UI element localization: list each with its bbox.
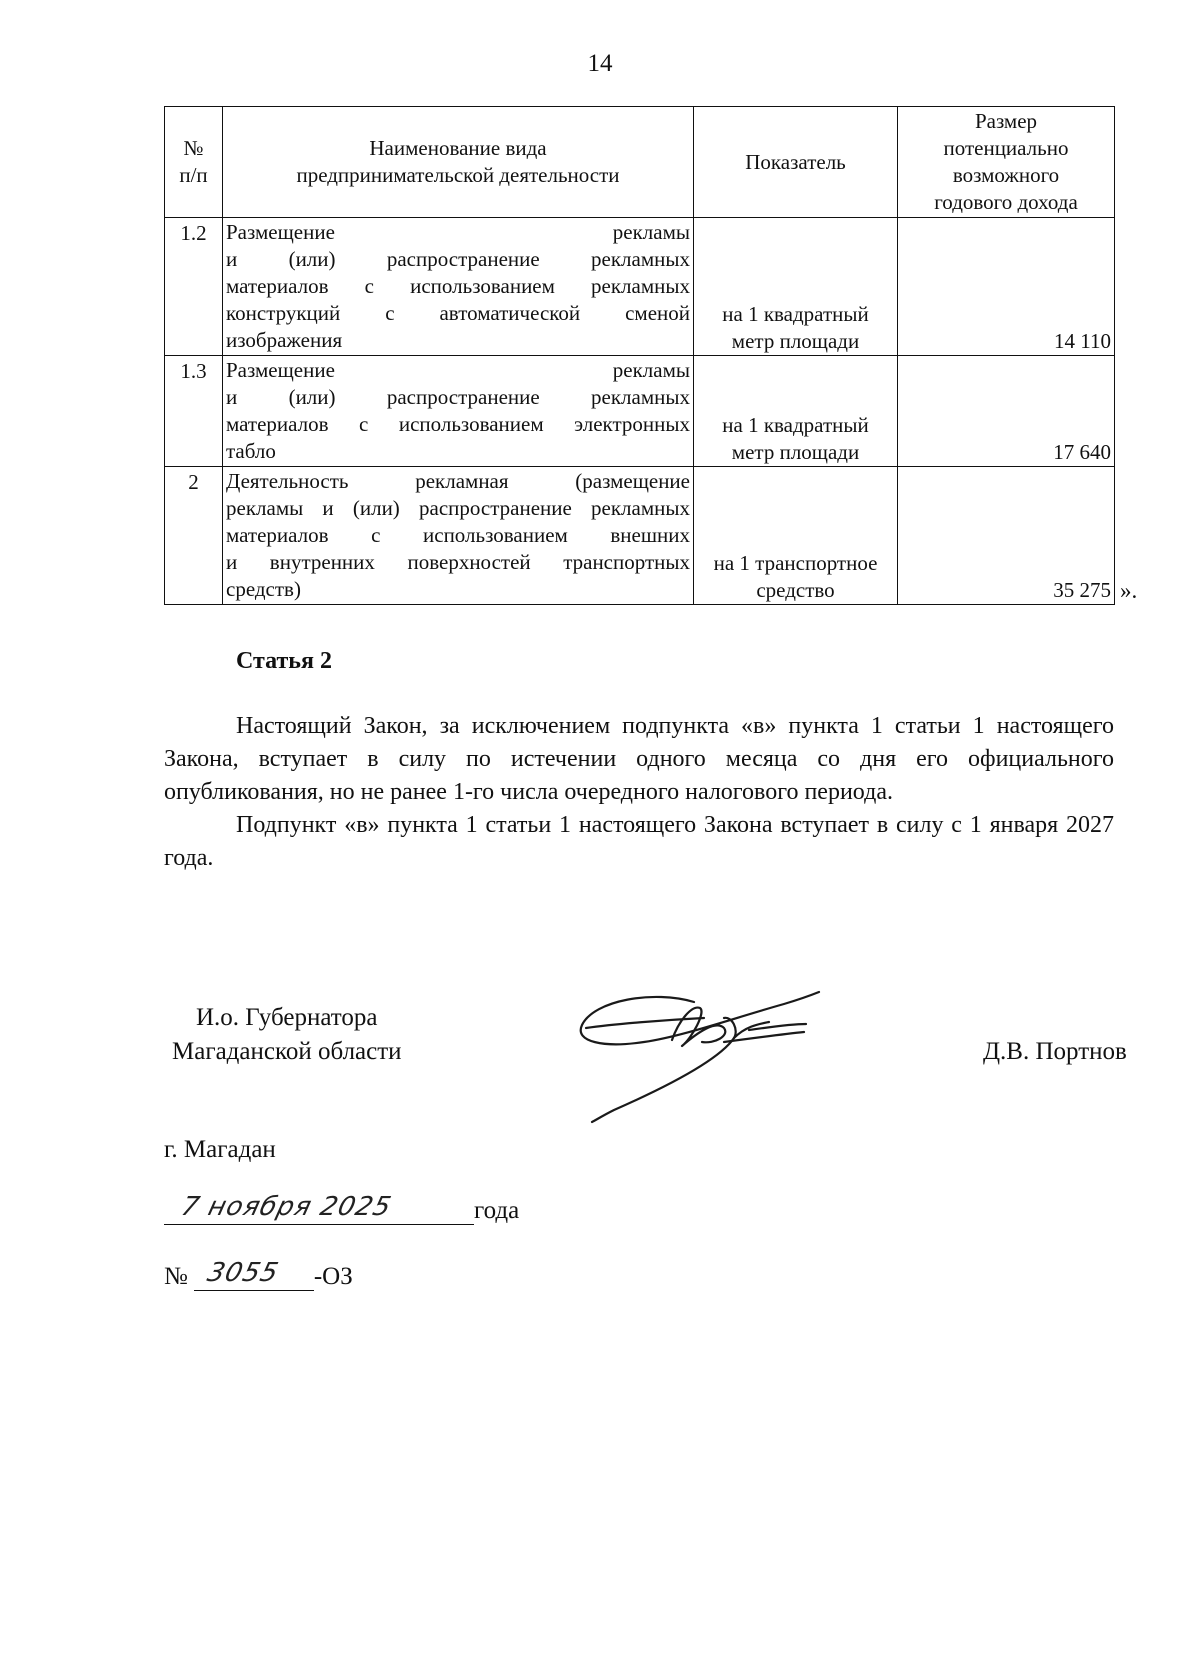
row-indicator: на 1 транспортное средство [694, 467, 898, 605]
handwritten-date: 7 ноября 2025 [178, 1192, 395, 1222]
table-header-row [165, 107, 1115, 218]
table-row [165, 218, 1115, 356]
closing-quote: ». [1120, 578, 1138, 603]
handwritten-law-number: 3055 [204, 1258, 282, 1288]
row-income-value: 14 110 [898, 218, 1115, 356]
article-paragraph: Подпункт «в» пункта 1 статьи 1 настоящего Закона вступает в силу с 1 января 2027 года. [164, 812, 1114, 871]
signatory-role-line-2: Магаданской области [172, 1038, 402, 1065]
row-number: 1.2 [165, 218, 223, 356]
handwritten-signature [574, 980, 834, 1130]
signatory-name: Д.В. Портнов [983, 1038, 1127, 1065]
city-of-signing: г. Магадан [164, 1136, 276, 1163]
article-paragraph: Настоящий Закон, за исключением подпункта «в» пункта 1 статьи 1 настоящего Закона, вступает в силу по истечении одного месяца со дня его официального опубликования, но не ранее 1-го числа очередного налогового периода. [164, 713, 1114, 805]
date-suffix: года [474, 1197, 520, 1224]
number-suffix: -ОЗ [313, 1263, 353, 1290]
number-sign: № [164, 1263, 188, 1290]
header-indicator: Показатель [694, 107, 898, 218]
article-body [164, 710, 1114, 875]
header-income: Размер потенциально возможного годового дохода [898, 107, 1115, 218]
page-number: 14 [587, 50, 613, 77]
table-row [165, 467, 1115, 605]
row-number: 1.3 [165, 356, 223, 467]
row-income-value: 35 275 ». [898, 467, 1115, 605]
signing-date [164, 1192, 520, 1225]
row-activity-name: Размещение рекламы и (или) распространение рекламных материалов с использованием рекламных конструкций с автоматической сменой изображения [223, 218, 694, 356]
header-activity-name: Наименование вида предпринимательской деятельности [223, 107, 694, 218]
row-indicator: на 1 квадратный метр площади [694, 356, 898, 467]
signatory-role-line-1: И.о. Губернатора [196, 1004, 378, 1031]
number-underline [194, 1258, 314, 1291]
header-number: № п/п [165, 107, 223, 218]
row-activity-name: Размещение рекламы и (или) распространение рекламных материалов с использованием электронных табло [223, 356, 694, 467]
date-underline [164, 1192, 474, 1225]
activity-income-table [164, 106, 1138, 605]
row-activity-name: Деятельность рекламная (размещение рекламы и (или) распространение рекламных материалов с использованием внешних и внутренних поверхностей транспортных средств) [223, 467, 694, 605]
table-row [165, 356, 1115, 467]
row-number: 2 [165, 467, 223, 605]
row-indicator: на 1 квадратный метр площади [694, 218, 898, 356]
law-number [164, 1258, 353, 1291]
row-income-value: 17 640 [898, 356, 1115, 467]
article-heading: Статья 2 [236, 648, 332, 674]
